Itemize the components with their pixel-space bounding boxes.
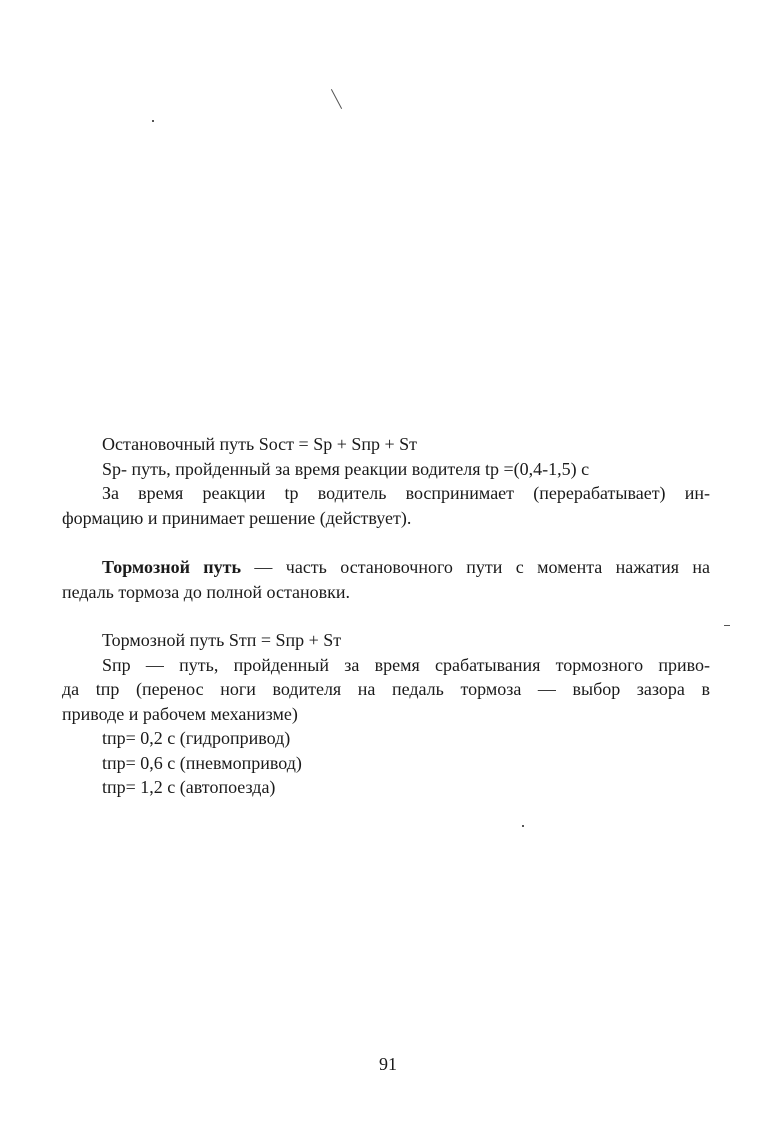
- page-number: 91: [379, 1054, 397, 1074]
- scan-mark: [331, 89, 342, 109]
- braking-definition-line: [62, 555, 710, 580]
- braking-definition-text: — часть остановочного пути с момента нажатия на: [241, 557, 710, 577]
- actuation-time-value: tпр= 0,2 с (гидропривод): [102, 728, 291, 748]
- braking-distance-formula: Тормозной путь Sтп = Sпр + Sт: [102, 630, 342, 650]
- braking-distance-definition-section: [62, 555, 710, 604]
- reaction-time-paragraph-line: За время реакции tр водитель воспринимает (перерабатывает) ин-: [102, 483, 710, 503]
- actuation-time-value: tпр= 1,2 с (автопоезда): [102, 777, 276, 797]
- stopping-distance-formula: Остановочный путь Sост = Sр + Sпр + Sт: [102, 434, 418, 454]
- reaction-time-paragraph-line: формацию и принимает решение (действует).: [62, 507, 412, 528]
- actuation-distance-line: да tпр (перенос ноги водителя на педаль тормоза — выбор зазора в: [62, 679, 710, 699]
- braking-term: Тормозной путь: [102, 557, 242, 577]
- actuation-distance-line: Sпр — путь, пройденный за время срабатывания тормозного приво-: [102, 654, 710, 675]
- stopping-distance-section: [62, 432, 710, 530]
- scan-speck: [152, 120, 154, 122]
- braking-definition-line: педаль тормоза до полной остановки.: [62, 581, 351, 602]
- actuation-distance-line: приводе и рабочем механизме): [62, 703, 298, 724]
- scan-speck: [724, 625, 730, 626]
- braking-distance-formula-section: [62, 628, 710, 800]
- actuation-time-value: tпр= 0,6 с (пневмопривод): [102, 752, 302, 773]
- scan-speck: [522, 825, 524, 827]
- reaction-distance-definition: Sр- путь, пройденный за время реакции водителя tр =(0,4-1,5) с: [102, 458, 590, 479]
